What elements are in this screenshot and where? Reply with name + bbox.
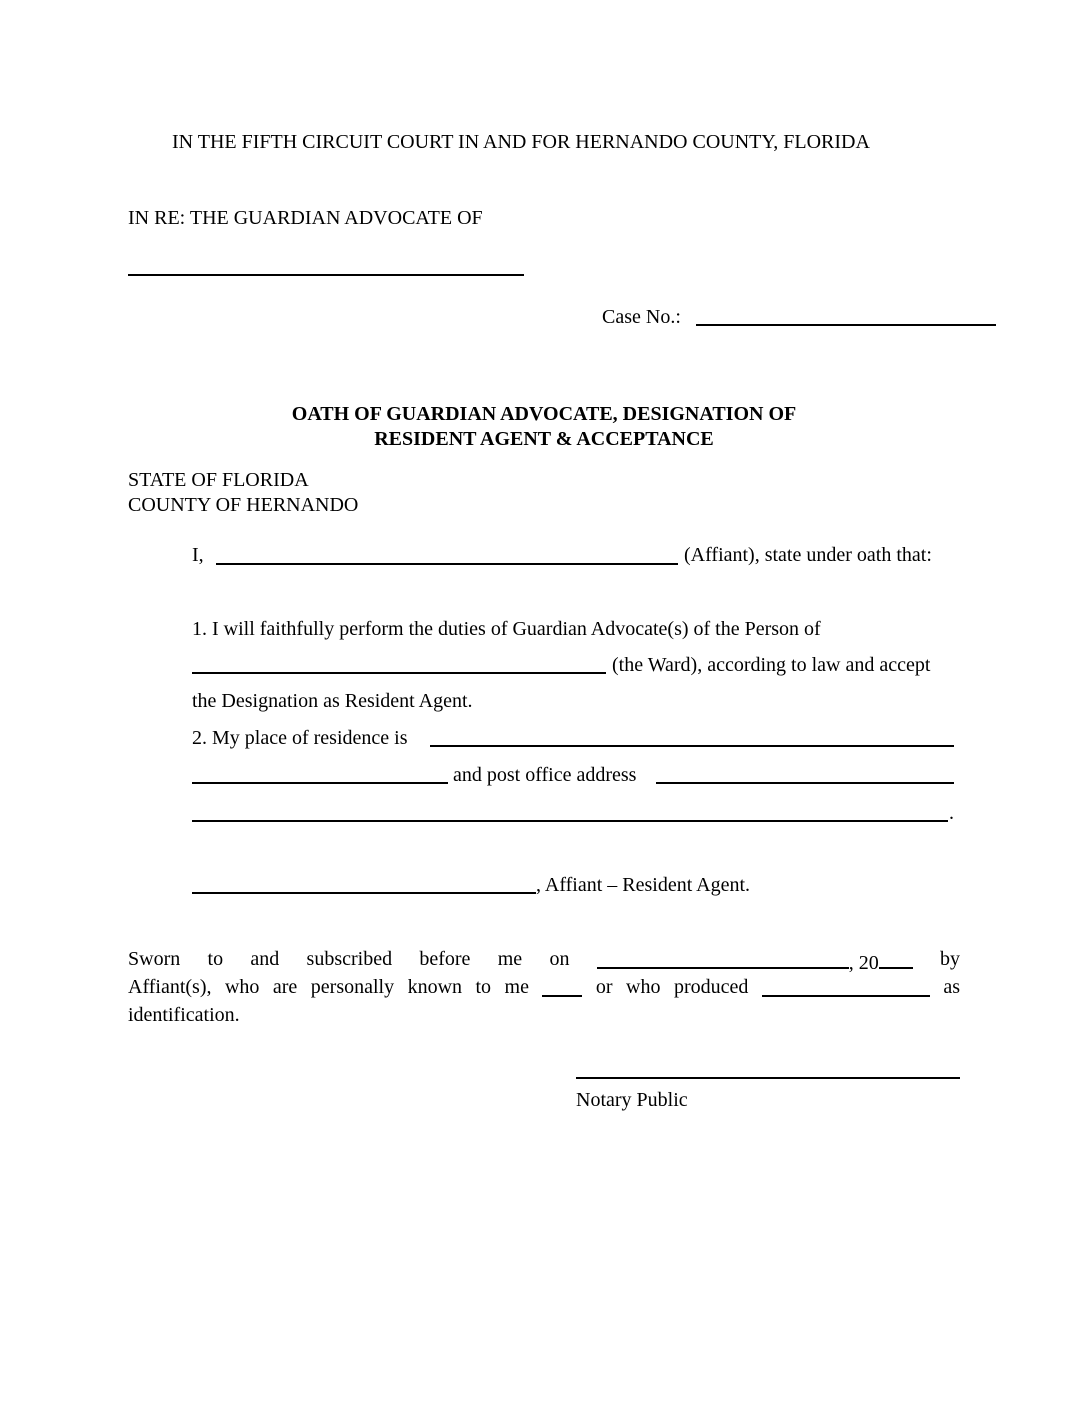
affiant-suffix: (Affiant), state under oath that: — [684, 544, 932, 566]
sworn-word: as — [943, 976, 960, 998]
in-re-caption: IN RE: THE GUARDIAN ADVOCATE OF — [128, 207, 483, 229]
sworn-word: me — [504, 976, 529, 998]
sworn-word: and — [250, 948, 280, 970]
court-header: IN THE FIFTH CIRCUIT COURT IN AND FOR HERNANDO COUNTY, FLORIDA — [172, 131, 870, 153]
post-office-field-continued[interactable] — [192, 820, 948, 822]
item1-line2-suffix: (the Ward), according to law and accept — [612, 654, 931, 676]
personally-known-field[interactable] — [542, 977, 582, 997]
affiant-prefix: I, — [192, 544, 204, 566]
affiant-signature-field[interactable] — [192, 892, 536, 894]
ward-name-field[interactable] — [128, 274, 524, 276]
affiant-signature-label: , Affiant – Resident Agent. — [536, 874, 751, 896]
post-office-field[interactable] — [656, 782, 954, 784]
sworn-line1 — [128, 949, 960, 973]
notary-signature-field[interactable] — [576, 1077, 960, 1079]
county-label: COUNTY OF HERNANDO — [128, 494, 359, 516]
sworn-word: produced — [673, 976, 749, 998]
year-field[interactable] — [879, 949, 913, 969]
sworn-word: are — [272, 976, 298, 998]
sworn-word: to — [207, 948, 224, 970]
sworn-line2 — [128, 977, 960, 997]
sworn-word: personally — [310, 976, 395, 998]
item1-line1: 1. I will faithfully perform the duties of Guardian Advocate(s) of the Person of — [192, 618, 821, 640]
sworn-word: before — [419, 948, 471, 970]
case-no-field[interactable] — [696, 324, 996, 326]
identification-field[interactable] — [762, 977, 930, 997]
sworn-word: known — [407, 976, 463, 998]
residence-field[interactable] — [430, 745, 954, 747]
sworn-word: me — [497, 948, 523, 970]
document-title-line2: RESIDENT AGENT & ACCEPTANCE — [374, 428, 714, 450]
address-period: . — [949, 802, 954, 824]
sworn-word: or — [595, 976, 613, 998]
residence-field-continued[interactable] — [192, 782, 448, 784]
item1-line3: the Designation as Resident Agent. — [192, 690, 473, 712]
notary-label: Notary Public — [576, 1089, 688, 1111]
sworn-word: on — [549, 948, 570, 970]
year-prefix: , 20 — [848, 952, 879, 974]
sworn-word: subscribed — [306, 948, 393, 970]
sworn-word: Sworn — [128, 948, 181, 970]
sworn-word: Affiant(s), — [128, 976, 212, 998]
state-label: STATE OF FLORIDA — [128, 469, 309, 491]
sworn-line3: identification. — [128, 1004, 240, 1026]
post-office-label: and post office address — [453, 764, 637, 786]
document-title-line1: OATH OF GUARDIAN ADVOCATE, DESIGNATION OF — [291, 403, 797, 425]
sworn-word: to — [475, 976, 492, 998]
affiant-name-field[interactable] — [216, 563, 678, 565]
sworn-date-field[interactable] — [597, 949, 849, 969]
ward-person-field[interactable] — [192, 672, 606, 674]
case-no-label: Case No.: — [602, 306, 681, 328]
sworn-word: by — [940, 948, 960, 970]
sworn-word: who — [224, 976, 260, 998]
item2-prefix: 2. My place of residence is — [192, 727, 408, 749]
sworn-word: who — [626, 976, 661, 998]
